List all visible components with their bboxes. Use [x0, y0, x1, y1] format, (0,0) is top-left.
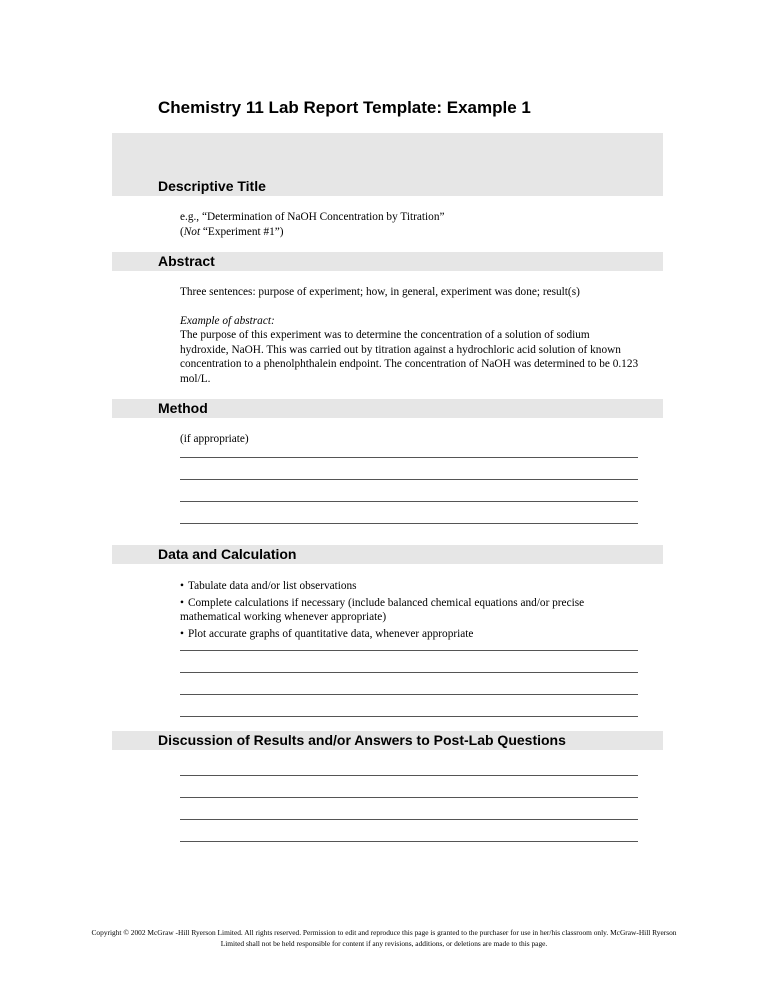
descriptive-title-heading: Descriptive Title [158, 178, 266, 194]
page-title: Chemistry 11 Lab Report Template: Example 1 [158, 98, 531, 117]
method-line-4[interactable] [180, 523, 638, 524]
discussion-line-3[interactable] [180, 819, 638, 820]
descriptive-title-body [180, 210, 640, 239]
data-bullet-2: • Complete calculations if necessary (include balanced chemical equations and/or precise mathematical working whenever appropriate) [180, 596, 640, 625]
method-line-3[interactable] [180, 501, 638, 502]
abstract-instruction: Three sentences: purpose of experiment; how, in general, experiment was done; result(s) [180, 286, 580, 298]
descriptive-title-not-line: (Not “Experiment #1”) [180, 225, 284, 238]
data-heading: Data and Calculation [158, 546, 297, 562]
abstract-example-text: The purpose of this experiment was to determine the concentration of a solution of sodium hydroxide, NaOH. This was carried out by titration against a hydrochloric acid solution of known concentration to a phenolphthalein endpoint. The concentration of NaOH was determined to be 0.123 mol/L. [180, 329, 639, 385]
abstract-band [112, 252, 663, 271]
method-note: (if appropriate) [180, 433, 249, 445]
method-line-2[interactable] [180, 479, 638, 480]
discussion-line-1[interactable] [180, 775, 638, 776]
abstract-body [180, 285, 640, 387]
discussion-heading: Discussion of Results and/or Answers to Post-Lab Questions [158, 732, 566, 748]
data-line-2[interactable] [180, 672, 638, 673]
data-band [112, 545, 663, 564]
abstract-heading: Abstract [158, 253, 215, 269]
discussion-line-2[interactable] [180, 797, 638, 798]
method-heading: Method [158, 400, 208, 416]
data-bullet-3: • Plot accurate graphs of quantitative data, whenever appropriate [180, 627, 640, 642]
method-band [112, 399, 663, 418]
copyright-footer: Copyright © 2002 McGraw -Hill Ryerson Limited. All rights reserved. Permission to edit and reproduce this page is granted to the purchaser for use in her/his classroom only. McGraw-Hill Ryerson Limited shall not be held responsible for content if any revisions, additions, or deletions are made to this page. [91, 928, 677, 948]
data-bullet-1: • Tabulate data and/or list observations [180, 579, 640, 594]
data-line-1[interactable] [180, 650, 638, 651]
descriptive-title-band [112, 133, 663, 196]
discussion-band [112, 731, 663, 750]
abstract-example-label: Example of abstract: [180, 314, 275, 327]
data-line-3[interactable] [180, 694, 638, 695]
not-word: Not [183, 225, 201, 238]
descriptive-title-example: e.g., “Determination of NaOH Concentration by Titration” [180, 211, 445, 223]
data-line-4[interactable] [180, 716, 638, 717]
discussion-line-4[interactable] [180, 841, 638, 842]
data-bullets [180, 579, 640, 641]
method-line-1[interactable] [180, 457, 638, 458]
